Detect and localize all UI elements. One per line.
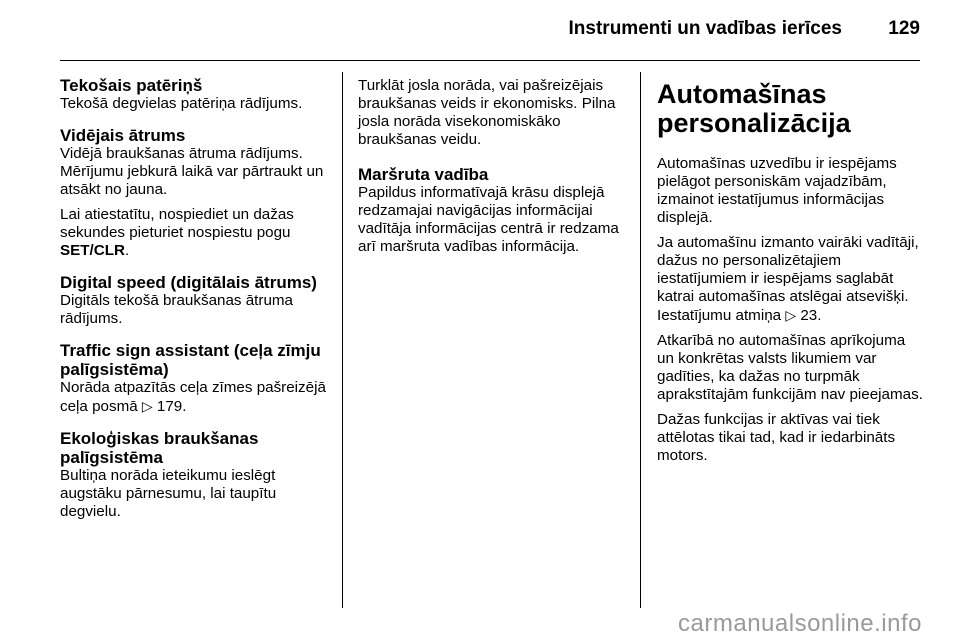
section-text: Digitāls tekošā braukšanas ātruma rādījums. [60,292,293,327]
section-title: Maršruta vadība [358,165,489,184]
section-eco-continued [358,77,630,149]
column-3 [657,80,925,465]
button-name: SET/CLR [60,242,125,259]
text-span: . [124,242,130,259]
section-text: Tekošā degvielas patēriņa rādījums. [60,95,303,112]
page-header [0,0,960,60]
text-span: Norāda atpazītās ceļa zīmes pašreizējā ceļa posmā [60,379,326,415]
text-span: Ja automašīnu izmanto vairāki vadītāji, dažus no personalizētajiem iestatījumiem ir iespējams saglabāt katrai automašīnas atslēgai atsevišķi. Iestatījumu atmiņa [657,234,919,324]
column-divider-1 [342,72,343,608]
section-eco-drive [60,429,332,521]
chapter-title: Automašīnas personalizācija [657,79,851,138]
paragraph: Atkarībā no automašīnas aprīkojuma un konkrētas valsts likumiem var gadīties, ka dažas no turpmāk aprakstītajām funkcijām nav pieejamas. [657,332,923,403]
reference-arrow-icon: ▷ [141,398,153,414]
reference-arrow-icon: ▷ [785,307,797,323]
paragraph: Dažas funkcijas ir aktīvas vai tiek attēlotas tikai tad, kad ir iedarbināts motors. [657,411,896,464]
section-text: Vidējā braukšanas ātruma rādījums. Mērījumu jebkurā laikā var pārtraukt un atsākt no jauna. [60,145,324,198]
section-text [60,379,332,416]
column-divider-2 [640,72,641,608]
running-title: Instrumenti un vadības ierīces [568,18,842,39]
section-text: Turklāt josla norāda, vai pašreizējais braukšanas veids ir ekonomisks. Pilna josla norāda visekonomiskāko braukšanas veidu. [358,77,616,148]
section-digital-speed [60,273,332,328]
text-span: Lai atiestatītu, nospiediet un dažas sekundes pieturiet nospiestu pogu [60,206,294,241]
paragraph [657,234,925,325]
page-reference: 23. [796,307,822,324]
column-2 [358,77,630,269]
section-average-speed [60,126,332,260]
section-title: Vidējais ātrums [60,126,186,145]
section-title: Digital speed (digitālais ātrums) [60,273,317,292]
section-route-guidance [358,165,630,256]
page-number: 129 [888,18,920,39]
page-reference: 179. [152,398,187,415]
header-rule [60,60,920,61]
section-current-consumption [60,76,332,113]
section-text: Papildus informatīvajā krāsu displejā redzamajai navigācijas informācijai vadītāja informācijas centrā ir redzama arī maršruta vadības informācija. [358,184,619,255]
section-title: Traffic sign assistant (ceļa zīmju palīgsistēma) [60,341,321,379]
watermark: carmanualsonline.info [678,610,922,637]
section-text [60,206,332,260]
section-title: Tekošais patēriņš [60,76,203,95]
paragraph: Automašīnas uzvedību ir iespējams pielāgot personiskām vajadzībām, izmainot iestatījumus informācijas displejā. [657,155,897,226]
column-1 [60,76,332,534]
section-title: Ekoloģiskas braukšanas palīgsistēma [60,429,259,467]
section-traffic-sign [60,341,332,416]
section-text: Bultiņa norāda ieteikumu ieslēgt augstāku pārnesumu, lai taupītu degvielu. [60,467,277,520]
